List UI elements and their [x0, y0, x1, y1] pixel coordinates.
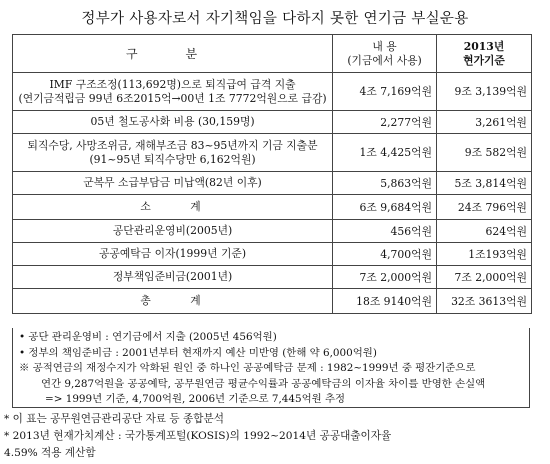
table-row [13, 134, 532, 172]
table-header-row [13, 35, 532, 73]
row-present: 624억원 [437, 220, 532, 243]
row-item: 군복무 소급부담금 미납액(82년 이후) [13, 172, 333, 195]
row-amount: 1조 4,425억원 [333, 134, 437, 172]
subtotal-present: 24조 796억원 [437, 195, 532, 220]
row-amount: 4조 7,169억원 [333, 73, 437, 111]
row-item: 05년 철도공사화 비용 (30,159명) [13, 111, 333, 134]
total-amount: 18조 9140억원 [333, 289, 437, 314]
row-item [13, 73, 333, 111]
row-amount: 7조 2,000억원 [333, 266, 437, 289]
pension-loss-table [12, 34, 532, 314]
row-amount: 4,700억원 [333, 243, 437, 266]
row-present: 1조193억원 [437, 243, 532, 266]
note-line: • 정부의 책임준비금 : 2001년부터 현재까지 예산 미반영 (한해 약 6,000억원) [19, 346, 377, 359]
note-line: 연간 9,287억원을 공공예탁, 공무원연금 평균수익률과 공공예탁금의 이자율 차이를 반영한 손실액 [41, 377, 486, 390]
row-item-line2: (연기금적립금 99년 6조2015억→00년 1조 7772억원으로 급감) [18, 91, 327, 105]
total-present: 32조 3613억원 [437, 289, 532, 314]
notes-box [12, 328, 530, 408]
row-item-line1: 퇴직수당, 사망조위금, 재해부조금 83~95년까지 기금 지출분 [27, 139, 318, 152]
row-item [13, 134, 333, 172]
row-present: 9조 3,139억원 [437, 73, 532, 111]
table-row [13, 73, 532, 111]
row-item: 정부책임준비금(2001년) [13, 266, 333, 289]
note-line: ※ 공적연금의 재정수지가 악화된 원인 중 하나인 공공예탁금 문제 : 1982~1999년 중 평잔기준으로 [19, 362, 476, 375]
row-item-line2: (91~95년 퇴직수당만 6,162억원) [89, 152, 256, 166]
row-amount: 2,277억원 [333, 111, 437, 134]
header-present-line1: 2013년 [463, 39, 505, 53]
row-item: 공공예탁금 이자(1999년 기준) [13, 243, 333, 266]
total-row [13, 289, 532, 314]
row-present: 3,261억원 [437, 111, 532, 134]
header-amount-line1: 내 용 [372, 39, 397, 53]
row-present: 5조 3,814억원 [437, 172, 532, 195]
table-row [13, 266, 532, 289]
row-present: 9조 582억원 [437, 134, 532, 172]
document-title: 정부가 사용자로서 자기책임을 다하지 못한 연기금 부실운용 [81, 11, 469, 27]
header-category: 구 분 [13, 35, 333, 73]
row-item-line1: IMF 구조조정(113,692명)으로 퇴직급여 급격 지출 [49, 78, 296, 91]
subtotal-row [13, 195, 532, 220]
header-amount-line2: (기금에서 사용) [347, 53, 422, 67]
table-row [13, 243, 532, 266]
header-amount [333, 35, 437, 73]
row-amount: 5,863억원 [333, 172, 437, 195]
row-amount: 456억원 [333, 220, 437, 243]
total-label: 총 계 [13, 289, 333, 314]
row-item: 공단관리운영비(2005년) [13, 220, 333, 243]
footer-line: * 이 표는 공무원연금관리공단 자료 등 종합분석 [4, 413, 224, 425]
footer-line: * 2013년 현재가치계산 : 국가통계포털(KOSIS)의 1992~2014년 공공대출이자율 [4, 430, 392, 442]
header-present-line2: 현가기준 [463, 53, 505, 67]
subtotal-amount: 6조 9,684억원 [333, 195, 437, 220]
note-line: • 공단 관리운영비 : 연기금에서 지출 (2005년 456억원) [19, 331, 277, 343]
note-line: => 1999년 기준, 4,700억원, 2006년 기준으로 7,445억원 추정 [45, 393, 346, 406]
table-row [13, 111, 532, 134]
table-row [13, 220, 532, 243]
row-present: 7조 2,000억원 [437, 266, 532, 289]
subtotal-label: 소 계 [13, 195, 333, 220]
footer-notes [4, 411, 544, 462]
header-present-value [437, 35, 532, 73]
footer-line: 4.59% 적용 계산함 [4, 447, 96, 459]
table-row [13, 172, 532, 195]
